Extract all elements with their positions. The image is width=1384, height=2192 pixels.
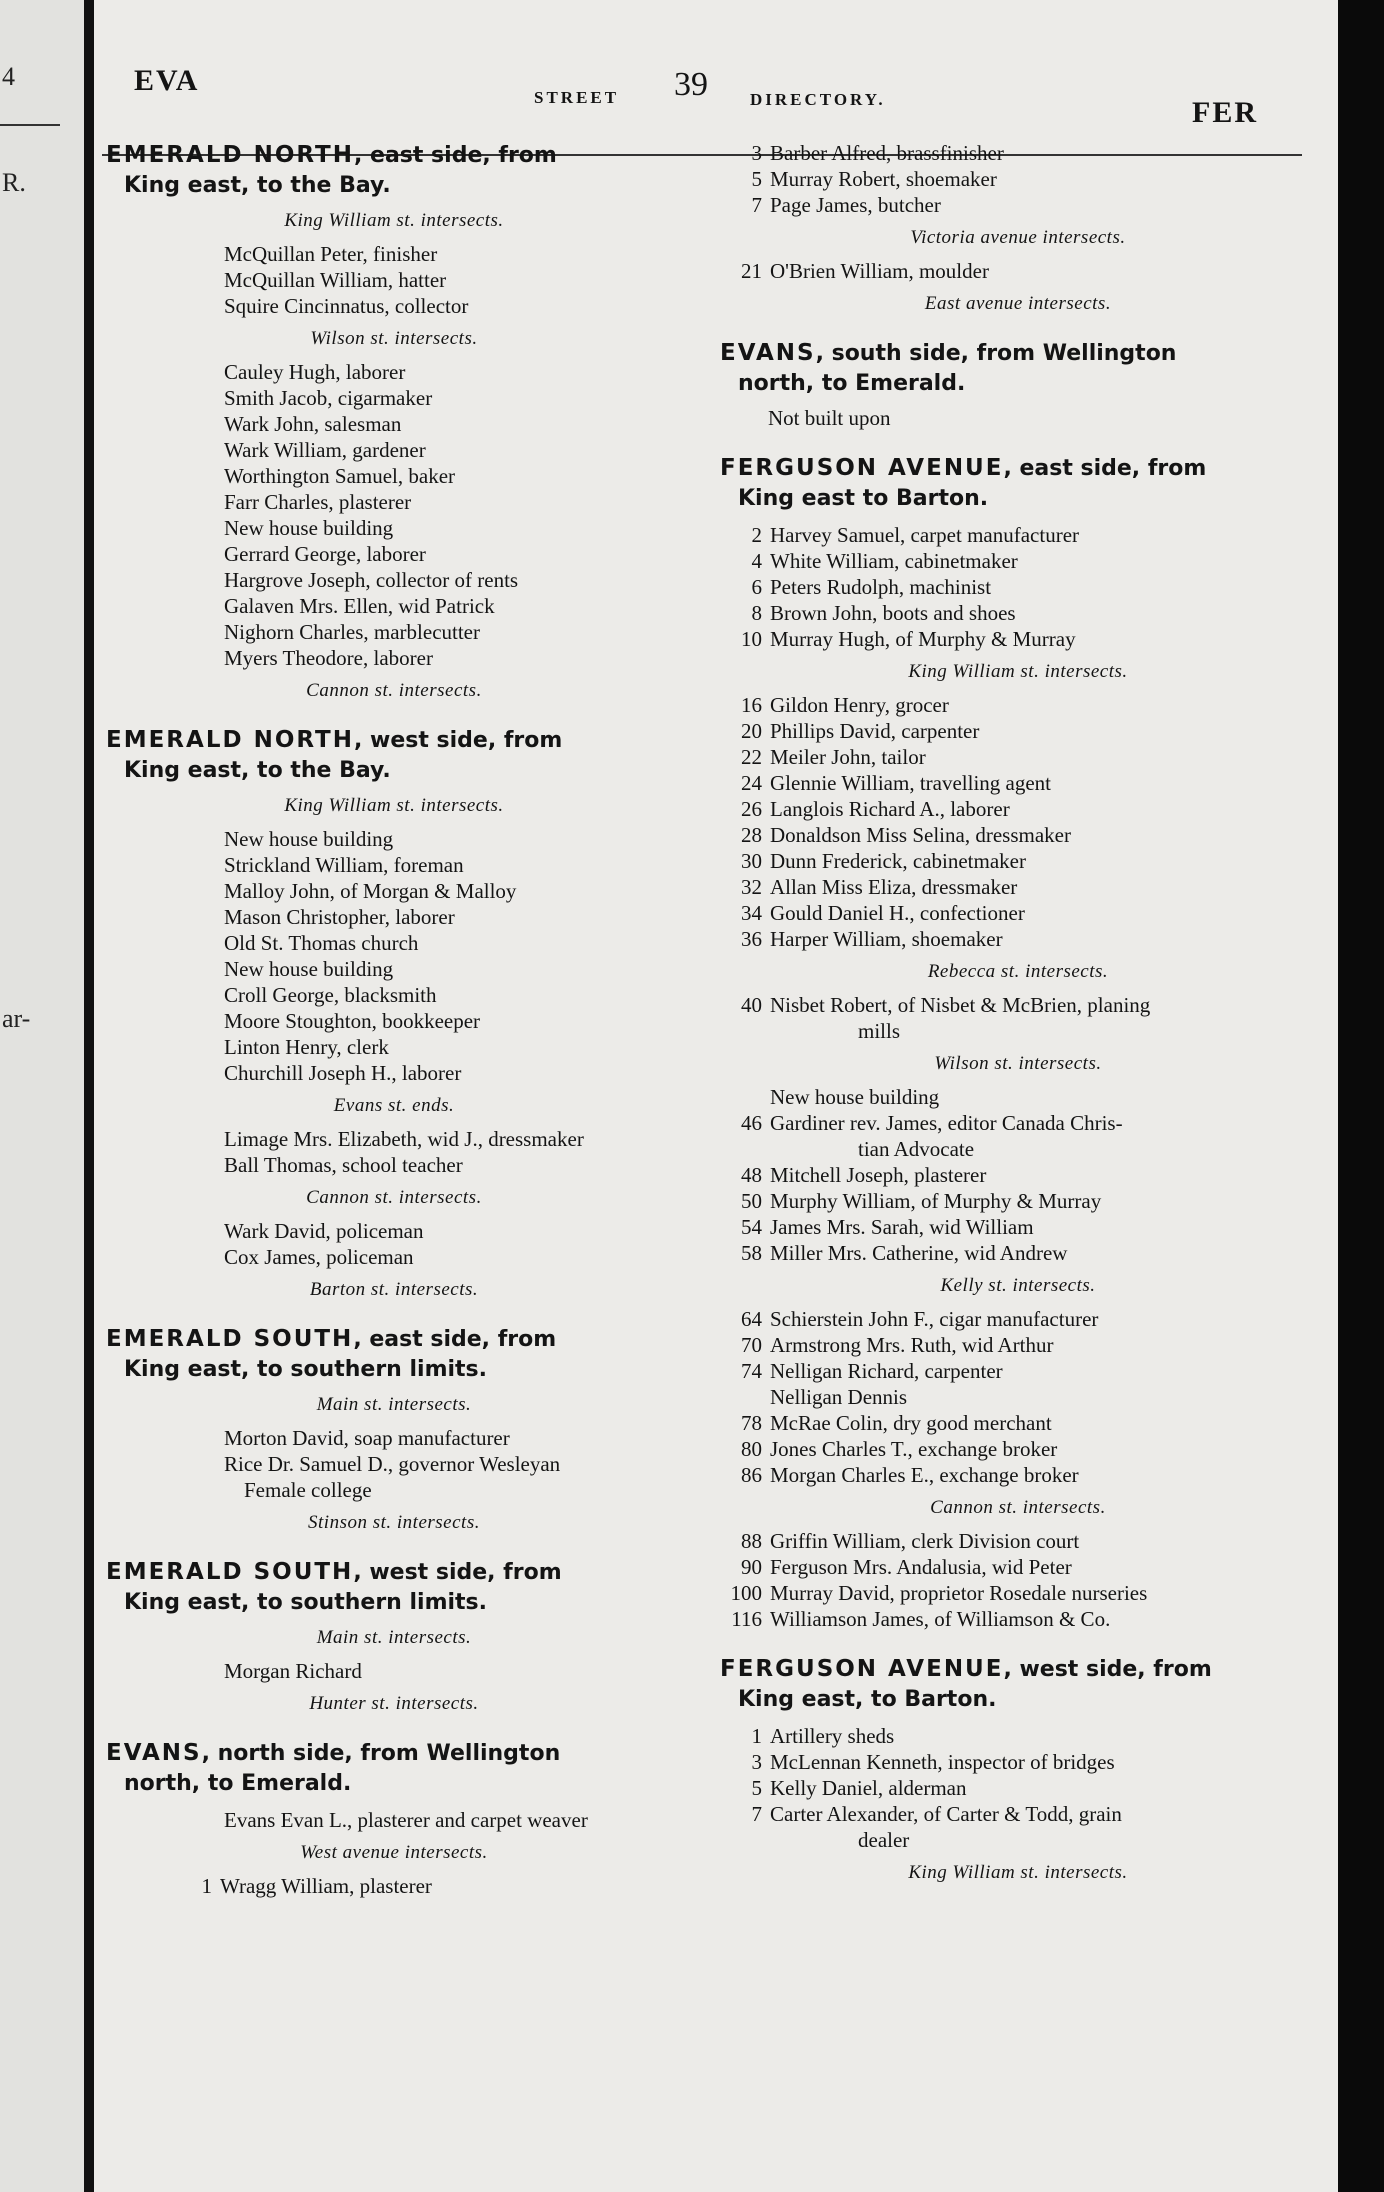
page-gutter <box>84 0 94 2192</box>
directory-entry <box>708 600 1328 626</box>
intersection-note: King William st. intersects. <box>908 661 1128 682</box>
resident-text: Worthington Samuel, baker <box>224 464 456 488</box>
spacer <box>708 514 1328 522</box>
resident-text: Evans Evan L., plasterer and carpet weaver <box>224 1808 588 1832</box>
resident-text: Farr Charles, plasterer <box>224 490 412 514</box>
house-number: 36 <box>741 927 762 951</box>
house-number: 16 <box>741 693 762 717</box>
directory-entry <box>94 852 694 878</box>
resident-text: Linton Henry, clerk <box>224 1035 389 1059</box>
house-number: 70 <box>741 1333 762 1357</box>
street-heading <box>94 1324 694 1385</box>
house-number: 2 <box>751 523 762 547</box>
resident-text: Morton David, soap manufacturer <box>224 1426 510 1450</box>
adjacent-page-margin <box>0 0 84 2192</box>
house-number: 10 <box>741 627 762 651</box>
resident-text: Griffin William, clerk Division court <box>770 1529 1080 1553</box>
house-number: 5 <box>751 167 762 191</box>
resident-text: Harper William, shoemaker <box>770 927 1003 951</box>
directory-entry <box>708 1723 1328 1749</box>
resident-text: New house building <box>224 957 394 981</box>
resident-text: Ferguson Mrs. Andalusia, wid Peter <box>770 1555 1072 1579</box>
resident-text: Armstrong Mrs. Ruth, wid Arthur <box>770 1333 1054 1357</box>
directory-entry <box>94 541 694 567</box>
directory-entry <box>94 241 694 267</box>
directory-entry <box>94 619 694 645</box>
resident-text: Mason Christopher, laborer <box>224 905 455 929</box>
street-heading <box>94 140 694 201</box>
intersection-note: Stinson st. intersects. <box>308 1512 480 1533</box>
directory-entry <box>708 1110 1328 1136</box>
directory-entry <box>708 992 1328 1018</box>
directory-entry <box>94 567 694 593</box>
directory-entry <box>708 692 1328 718</box>
street-name: EMERALD NORTH <box>106 727 354 753</box>
street-heading <box>708 1654 1328 1715</box>
house-number: 30 <box>741 849 762 873</box>
street-side: , north side, from Wellington <box>201 1741 561 1766</box>
resident-text: Gildon Henry, grocer <box>770 693 949 717</box>
resident-text: Wark David, policeman <box>224 1219 424 1243</box>
street-side: , west side, from <box>353 1560 562 1585</box>
directory-entry <box>94 1152 694 1178</box>
resident-text: Malloy John, of Morgan & Malloy <box>224 879 517 903</box>
street-name: EMERALD SOUTH <box>106 1559 354 1585</box>
resident-text: McLennan Kenneth, inspector of bridges <box>770 1750 1115 1774</box>
resident-text: Kelly Daniel, alderman <box>770 1776 967 1800</box>
intersection-note: Victoria avenue intersects. <box>910 227 1126 248</box>
house-number: 88 <box>741 1529 762 1553</box>
house-number: 8 <box>751 601 762 625</box>
resident-text: dealer <box>858 1828 910 1852</box>
street-extent: King east, to the Bay. <box>124 758 391 783</box>
running-head-street: STREET <box>534 88 620 107</box>
house-number: 64 <box>741 1307 762 1331</box>
house-number: 90 <box>741 1555 762 1579</box>
left-column <box>94 140 694 1921</box>
street-section <box>94 140 694 703</box>
street-section <box>708 338 1328 431</box>
directory-entry <box>708 1606 1328 1632</box>
intersection-note: King William st. intersects. <box>284 210 504 231</box>
street-heading <box>708 338 1328 399</box>
house-number: 34 <box>741 901 762 925</box>
street-section <box>94 1557 694 1716</box>
resident-text: Churchill Joseph H., laborer <box>224 1061 462 1085</box>
street-extent: King east, to Barton. <box>738 1687 997 1712</box>
resident-text: Barber Alfred, brassfinisher <box>770 141 1004 165</box>
directory-entry <box>708 900 1328 926</box>
directory-entry <box>708 1306 1328 1332</box>
resident-text: Wark William, gardener <box>224 438 426 462</box>
directory-entry <box>708 522 1328 548</box>
directory-entry <box>708 548 1328 574</box>
margin-fragment: R. <box>2 168 26 197</box>
resident-text: tian Advocate <box>858 1137 975 1161</box>
directory-entry <box>94 411 694 437</box>
directory-entry <box>708 1188 1328 1214</box>
directory-entry <box>708 796 1328 822</box>
directory-entry <box>94 1425 694 1451</box>
house-number: 116 <box>731 1607 762 1631</box>
directory-entry <box>708 1018 1328 1044</box>
directory-entry <box>94 1126 694 1152</box>
street-extent: north, to Emerald. <box>124 1771 352 1796</box>
resident-text: Dunn Frederick, cabinetmaker <box>770 849 1026 873</box>
resident-text: Murphy William, of Murphy & Murray <box>770 1189 1102 1213</box>
street-extent: King east, to the Bay. <box>124 173 391 198</box>
directory-entry <box>94 1008 694 1034</box>
directory-entry <box>708 718 1328 744</box>
margin-fragment: 4 <box>2 62 15 91</box>
street-note: Not built upon <box>768 406 891 430</box>
directory-entry <box>708 1801 1328 1827</box>
page-number: 39 <box>674 66 708 103</box>
directory-entry <box>94 1807 694 1833</box>
directory-entry <box>94 437 694 463</box>
house-number: 6 <box>751 575 762 599</box>
directory-entry <box>708 926 1328 952</box>
margin-fragment: ar- <box>2 1004 31 1033</box>
street-name: EVANS <box>106 1740 202 1766</box>
intersection-note: Cannon st. intersects. <box>306 680 482 701</box>
street-section <box>94 1738 694 1899</box>
house-number: 26 <box>741 797 762 821</box>
resident-text: Langlois Richard A., laborer <box>770 797 1010 821</box>
intersection-note: Main st. intersects. <box>316 1394 472 1415</box>
directory-entry <box>708 574 1328 600</box>
intersection-note: Hunter st. intersects. <box>309 1693 479 1714</box>
resident-text: New house building <box>770 1085 940 1109</box>
resident-text: Morgan Richard <box>224 1659 362 1683</box>
directory-entry <box>708 1580 1328 1606</box>
directory-entry <box>708 1462 1328 1488</box>
street-name: FERGUSON AVENUE <box>720 455 1004 481</box>
directory-entry <box>708 1162 1328 1188</box>
intersection-note: West avenue intersects. <box>300 1842 488 1863</box>
resident-text: Phillips David, carpenter <box>770 719 980 743</box>
intersection-note: Evans st. ends. <box>333 1095 455 1116</box>
resident-text: Strickland William, foreman <box>224 853 464 877</box>
house-number: 20 <box>741 719 762 743</box>
directory-entry <box>94 489 694 515</box>
scan-border <box>1338 0 1384 2192</box>
spacer <box>94 1799 694 1807</box>
resident-text: McQuillan William, hatter <box>224 268 447 292</box>
directory-entry <box>94 293 694 319</box>
resident-text: Nighorn Charles, marblecutter <box>224 620 480 644</box>
street-side: , east side, from <box>354 143 557 168</box>
street-heading <box>94 725 694 786</box>
resident-text: Smith Jacob, cigarmaker <box>224 386 433 410</box>
house-number: 32 <box>741 875 762 899</box>
street-heading <box>94 1738 694 1799</box>
directory-entry <box>94 515 694 541</box>
directory-entry <box>708 1358 1328 1384</box>
street-side: , west side, from <box>354 728 563 753</box>
street-name: EMERALD SOUTH <box>106 1326 354 1352</box>
resident-text: Cox James, policeman <box>224 1245 414 1269</box>
house-number: 48 <box>741 1163 762 1187</box>
directory-entry <box>94 385 694 411</box>
resident-text: Gerrard George, laborer <box>224 542 426 566</box>
house-number: 3 <box>751 1750 762 1774</box>
resident-text: Williamson James, of Williamson & Co. <box>770 1607 1111 1631</box>
resident-text: Donaldson Miss Selina, dressmaker <box>770 823 1071 847</box>
directory-entry <box>94 463 694 489</box>
house-number: 24 <box>741 771 762 795</box>
house-number: 1 <box>201 1874 212 1898</box>
directory-entry <box>94 1244 694 1270</box>
directory-entry <box>708 1410 1328 1436</box>
directory-entry <box>94 1060 694 1086</box>
resident-text: Wragg William, plasterer <box>220 1874 432 1898</box>
street-side: , east side, from <box>353 1327 557 1352</box>
resident-text: Myers Theodore, laborer <box>224 646 433 670</box>
street-extent: King east, to southern limits. <box>124 1590 487 1615</box>
resident-text: Nelligan Richard, carpenter <box>770 1359 1003 1383</box>
right-column <box>708 140 1328 1907</box>
resident-text: Rice Dr. Samuel D., governor Wesleyan <box>224 1452 561 1476</box>
resident-text: Meiler John, tailor <box>770 745 926 769</box>
house-number: 4 <box>751 549 762 573</box>
street-side: , south side, from Wellington <box>815 341 1177 366</box>
directory-entry <box>708 822 1328 848</box>
house-number: 100 <box>730 1581 762 1605</box>
resident-text: Artillery sheds <box>770 1724 895 1748</box>
intersection-note: Cannon st. intersects. <box>930 1497 1106 1518</box>
intersection-note: Wilson st. intersects. <box>310 328 478 349</box>
street-name: EVANS <box>720 340 816 366</box>
running-head-left: EVA <box>134 64 200 97</box>
directory-entry <box>708 1240 1328 1266</box>
directory-entry <box>94 645 694 671</box>
resident-text: Murray Hugh, of Murphy & Murray <box>770 627 1076 651</box>
house-number: 80 <box>741 1437 762 1461</box>
resident-text: James Mrs. Sarah, wid William <box>770 1215 1034 1239</box>
directory-entry <box>708 1136 1328 1162</box>
directory-entry <box>708 874 1328 900</box>
house-number: 28 <box>741 823 762 847</box>
resident-text: Schierstein John F., cigar manufacturer <box>770 1307 1099 1331</box>
intersection-note: Cannon st. intersects. <box>306 1187 482 1208</box>
resident-text: Miller Mrs. Catherine, wid Andrew <box>770 1241 1068 1265</box>
directory-entry <box>708 140 1328 166</box>
street-side: , west side, from <box>1003 1657 1212 1682</box>
street-section <box>708 1654 1328 1885</box>
intersection-note: East avenue intersects. <box>924 293 1112 314</box>
house-number: 7 <box>751 1802 762 1826</box>
resident-text: McQuillan Peter, finisher <box>224 242 438 266</box>
house-number: 46 <box>741 1111 762 1135</box>
resident-text: Limage Mrs. Elizabeth, wid J., dressmaker <box>224 1127 584 1151</box>
street-section <box>94 725 694 1302</box>
house-number: 21 <box>741 259 762 283</box>
house-number: 40 <box>741 993 762 1017</box>
directory-entry <box>94 267 694 293</box>
street-extent: King east, to southern limits. <box>124 1357 487 1382</box>
resident-text: Croll George, blacksmith <box>224 983 437 1007</box>
house-number: 22 <box>741 745 762 769</box>
street-extent: King east to Barton. <box>738 486 989 511</box>
resident-text: Old St. Thomas church <box>224 931 419 955</box>
resident-text: White William, cabinetmaker <box>770 549 1018 573</box>
divider <box>0 124 60 126</box>
street-extent: north, to Emerald. <box>738 371 966 396</box>
resident-text: Page James, butcher <box>770 193 941 217</box>
resident-text: Gardiner rev. James, editor Canada Chris- <box>770 1111 1123 1135</box>
directory-entry <box>708 1084 1328 1110</box>
directory-entry <box>708 1214 1328 1240</box>
resident-text: Nelligan Dennis <box>770 1385 908 1409</box>
intersection-note: King William st. intersects. <box>284 795 504 816</box>
directory-entry <box>94 826 694 852</box>
directory-entry <box>708 848 1328 874</box>
directory-entry <box>94 1477 694 1503</box>
resident-text: mills <box>858 1019 901 1043</box>
directory-entry <box>94 359 694 385</box>
resident-text: Allan Miss Eliza, dressmaker <box>770 875 1018 899</box>
resident-text: Female college <box>244 1478 372 1502</box>
street-name: EMERALD NORTH <box>106 142 354 168</box>
resident-text: Hargrove Joseph, collector of rents <box>224 568 519 592</box>
house-number: 1 <box>751 1724 762 1748</box>
resident-text: Peters Rudolph, machinist <box>770 575 992 599</box>
resident-text: Carter Alexander, of Carter & Todd, grain <box>770 1802 1122 1826</box>
house-number: 78 <box>741 1411 762 1435</box>
house-number: 3 <box>751 141 762 165</box>
resident-text: New house building <box>224 827 394 851</box>
directory-page <box>94 0 1338 2192</box>
directory-entry <box>708 744 1328 770</box>
resident-text: Galaven Mrs. Ellen, wid Patrick <box>224 594 495 618</box>
resident-text: Mitchell Joseph, plasterer <box>770 1163 987 1187</box>
street-heading <box>708 453 1328 514</box>
directory-entry <box>708 1775 1328 1801</box>
resident-text: Murray David, proprietor Rosedale nurseries <box>770 1581 1148 1605</box>
intersection-note: King William st. intersects. <box>908 1862 1128 1883</box>
resident-text: Murray Robert, shoemaker <box>770 167 997 191</box>
running-head-directory: DIRECTORY. <box>750 90 886 109</box>
directory-entry <box>94 878 694 904</box>
directory-entry <box>94 956 694 982</box>
resident-text: Nisbet Robert, of Nisbet & McBrien, planing <box>770 993 1151 1017</box>
intersection-note: Barton st. intersects. <box>309 1279 479 1300</box>
directory-entry <box>94 1034 694 1060</box>
directory-entry <box>708 192 1328 218</box>
directory-entry <box>94 904 694 930</box>
resident-text: Brown John, boots and shoes <box>770 601 1016 625</box>
running-head-right: FER <box>1192 96 1258 129</box>
street-section <box>708 140 1328 316</box>
directory-entry <box>708 1384 1328 1410</box>
directory-entry <box>94 593 694 619</box>
resident-text: O'Brien William, moulder <box>770 259 989 283</box>
directory-entry <box>94 1218 694 1244</box>
house-number: 74 <box>741 1359 762 1383</box>
intersection-note: Kelly st. intersects. <box>940 1275 1096 1296</box>
directory-entry <box>708 1528 1328 1554</box>
resident-text: Cauley Hugh, laborer <box>224 360 406 384</box>
house-number: 86 <box>741 1463 762 1487</box>
resident-text: New house building <box>224 516 394 540</box>
intersection-note: Rebecca st. intersects. <box>927 961 1109 982</box>
directory-entry <box>708 258 1328 284</box>
directory-entry <box>708 166 1328 192</box>
directory-entry <box>94 930 694 956</box>
street-section <box>94 1324 694 1535</box>
resident-text: Moore Stoughton, bookkeeper <box>224 1009 481 1033</box>
resident-text: Ball Thomas, school teacher <box>224 1153 463 1177</box>
house-number: 50 <box>741 1189 762 1213</box>
resident-text: McRae Colin, dry good merchant <box>770 1411 1052 1435</box>
directory-entry <box>708 626 1328 652</box>
resident-text: Morgan Charles E., exchange broker <box>770 1463 1079 1487</box>
house-number: 5 <box>751 1776 762 1800</box>
directory-entry <box>708 1554 1328 1580</box>
resident-text: Harvey Samuel, carpet manufacturer <box>770 523 1080 547</box>
house-number: 7 <box>751 193 762 217</box>
resident-text: Jones Charles T., exchange broker <box>770 1437 1058 1461</box>
intersection-note: Wilson st. intersects. <box>934 1053 1102 1074</box>
house-number: 54 <box>741 1215 762 1239</box>
directory-entry <box>708 1827 1328 1853</box>
spacer <box>708 1715 1328 1723</box>
resident-text: Glennie William, travelling agent <box>770 771 1052 795</box>
directory-entry <box>708 1749 1328 1775</box>
street-side: , east side, from <box>1003 456 1207 481</box>
resident-text: Squire Cincinnatus, collector <box>224 294 469 318</box>
directory-entry <box>94 1451 694 1477</box>
intersection-note: Main st. intersects. <box>316 1627 472 1648</box>
resident-text: Gould Daniel H., confectioner <box>770 901 1025 925</box>
directory-entry <box>708 1332 1328 1358</box>
directory-entry <box>708 1436 1328 1462</box>
running-head <box>94 64 1338 129</box>
directory-entry <box>708 770 1328 796</box>
street-section <box>708 453 1328 1632</box>
street-name: FERGUSON AVENUE <box>720 1656 1004 1682</box>
directory-entry <box>94 1873 694 1899</box>
resident-text: Wark John, salesman <box>224 412 402 436</box>
directory-entry <box>94 982 694 1008</box>
house-number: 58 <box>741 1241 762 1265</box>
street-heading <box>94 1557 694 1618</box>
directory-entry <box>94 1658 694 1684</box>
